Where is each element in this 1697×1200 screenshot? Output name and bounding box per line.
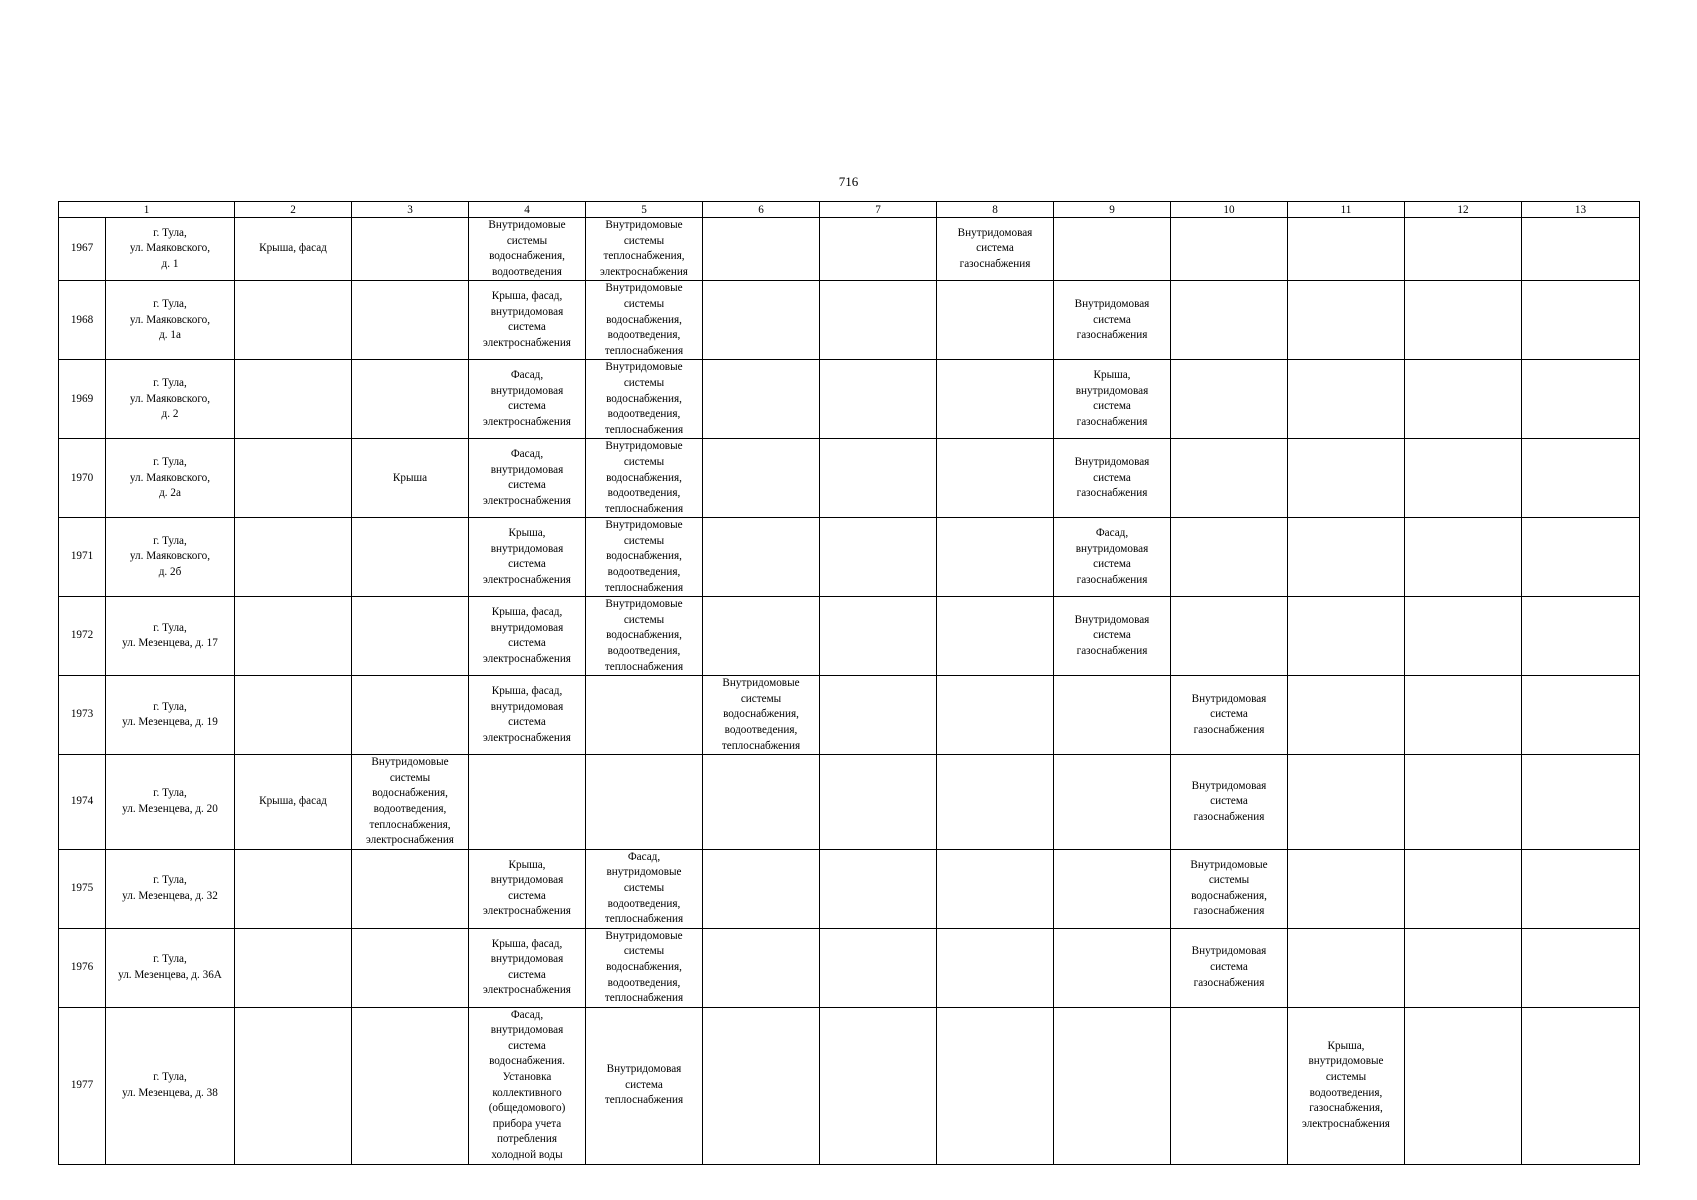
column-header-1: 1 — [59, 202, 235, 218]
column-header-13: 13 — [1522, 202, 1640, 218]
address-cell — [106, 597, 235, 676]
work-cell-col-4-text: Внутридомовые системы водоснабжения, водоотведения — [488, 219, 566, 278]
address-cell-text: г. Тула, ул. Мезенцева, д. 38 — [122, 1071, 218, 1099]
address-cell — [106, 218, 235, 281]
work-cell-col-11 — [1288, 218, 1405, 281]
work-cell-col-9-text: Крыша, внутридомовая система газоснабжения — [1075, 369, 1149, 428]
work-cell-col-5 — [586, 281, 703, 360]
work-cell-col-7 — [820, 518, 937, 597]
work-cell-col-9-text: Внутридомовая система газоснабжения — [1074, 297, 1150, 342]
work-cell-col-4 — [469, 360, 586, 439]
work-cell-col-12 — [1405, 849, 1522, 928]
work-cell-col-4-text: Крыша, фасад, внутридомовая система электроснабжения — [483, 606, 571, 665]
work-cell-col-5-text: Внутридомовые системы водоснабжения, водоотведения, теплоснабжения — [604, 361, 684, 436]
work-cell-col-11 — [1288, 439, 1405, 518]
work-cell-col-5-text: Внутридомовые системы теплоснабжения, электроснабжения — [600, 219, 688, 278]
work-cell-col-8 — [937, 597, 1054, 676]
work-cell-col-9 — [1054, 597, 1171, 676]
work-cell-col-5 — [586, 518, 703, 597]
table-row — [59, 439, 1640, 518]
column-header-8: 8 — [937, 202, 1054, 218]
work-cell-col-12 — [1405, 597, 1522, 676]
work-cell-col-5-text: Внутридомовые системы водоснабжения, водоотведения, теплоснабжения — [604, 929, 684, 1005]
table-row — [59, 676, 1640, 755]
table-row — [59, 518, 1640, 597]
work-cell-col-6 — [703, 218, 820, 281]
work-cell-col-11 — [1288, 360, 1405, 439]
work-cell-col-10-text: Внутридомовая система газоснабжения — [1191, 779, 1267, 823]
work-cell-col-13 — [1522, 518, 1640, 597]
work-cell-col-4-text: Крыша, внутридомовая система электроснабжения — [483, 527, 571, 586]
work-cell-col-9 — [1054, 518, 1171, 597]
work-cell-col-5-text: Внутридомовая система теплоснабжения — [604, 1063, 684, 1107]
work-cell-col-3-text: Внутридомовые системы водоснабжения, водоотведения, теплоснабжения, электроснабжения — [366, 756, 454, 847]
column-header-5: 5 — [586, 202, 703, 218]
row-number-cell — [59, 1007, 106, 1164]
work-cell-col-7 — [820, 755, 937, 850]
work-cell-col-2 — [235, 281, 352, 360]
work-cell-col-7 — [820, 849, 937, 928]
row-number-cell-text: 1976 — [70, 960, 94, 973]
work-cell-col-5-text: Фасад, внутридомовые системы водоотведения, теплоснабжения — [604, 850, 684, 926]
work-cell-col-6 — [703, 1007, 820, 1164]
work-cell-col-3 — [352, 360, 469, 439]
work-cell-col-4-text: Крыша, фасад, внутридомовая система электроснабжения — [483, 685, 571, 744]
address-cell-text: г. Тула, ул. Маяковского, д. 1а — [129, 297, 211, 342]
work-cell-col-10 — [1171, 218, 1288, 281]
table-row — [59, 360, 1640, 439]
work-cell-col-12 — [1405, 439, 1522, 518]
work-cell-col-5 — [586, 439, 703, 518]
work-cell-col-8 — [937, 849, 1054, 928]
row-number-cell-text: 1977 — [70, 1078, 94, 1091]
work-cell-col-2 — [235, 439, 352, 518]
work-cell-col-11 — [1288, 755, 1405, 850]
work-cell-col-4 — [469, 281, 586, 360]
row-number-cell-text: 1973 — [70, 708, 94, 721]
work-cell-col-2 — [235, 218, 352, 281]
work-cell-col-8 — [937, 518, 1054, 597]
row-number-cell-text: 1974 — [70, 795, 94, 808]
work-cell-col-8 — [937, 755, 1054, 850]
work-cell-col-9 — [1054, 439, 1171, 518]
work-cell-col-4 — [469, 218, 586, 281]
work-cell-col-4-text: Крыша, фасад, внутридомовая система электроснабжения — [483, 290, 571, 349]
address-cell-text: г. Тула, ул. Маяковского, д. 2а — [129, 455, 211, 500]
work-cell-col-12 — [1405, 518, 1522, 597]
work-cell-col-7 — [820, 928, 937, 1007]
address-cell — [106, 439, 235, 518]
work-cell-col-3 — [352, 281, 469, 360]
work-cell-col-11 — [1288, 849, 1405, 928]
work-cell-col-10 — [1171, 597, 1288, 676]
work-cell-col-10 — [1171, 849, 1288, 928]
work-cell-col-4 — [469, 755, 586, 850]
work-cell-col-6-text: Внутридомовые системы водоснабжения, водоотведения, теплоснабжения — [721, 677, 801, 752]
column-header-6: 6 — [703, 202, 820, 218]
row-number-cell — [59, 928, 106, 1007]
work-cell-col-6 — [703, 755, 820, 850]
work-cell-col-4 — [469, 439, 586, 518]
work-cell-col-11 — [1288, 928, 1405, 1007]
work-cell-col-10 — [1171, 360, 1288, 439]
work-cell-col-5-text: Внутридомовые системы водоснабжения, водоотведения, теплоснабжения — [604, 440, 684, 515]
work-cell-col-6 — [703, 360, 820, 439]
work-cell-col-3-text: Крыша — [392, 471, 428, 484]
column-header-4: 4 — [469, 202, 586, 218]
work-cell-col-4-text: Крыша, фасад, внутридомовая система электроснабжения — [483, 937, 571, 997]
work-cell-col-5 — [586, 849, 703, 928]
work-cell-col-4-text: Фасад, внутридомовая система электроснабжения — [483, 369, 571, 428]
work-cell-col-10 — [1171, 281, 1288, 360]
work-cell-col-12 — [1405, 218, 1522, 281]
work-cell-col-10 — [1171, 518, 1288, 597]
work-cell-col-13 — [1522, 755, 1640, 850]
work-cell-col-5 — [586, 360, 703, 439]
work-cell-col-5-text: Внутридомовые системы водоснабжения, водоотведения, теплоснабжения — [604, 598, 684, 673]
work-cell-col-7 — [820, 676, 937, 755]
column-header-3: 3 — [352, 202, 469, 218]
work-cell-col-8 — [937, 1007, 1054, 1164]
work-cell-col-6 — [703, 439, 820, 518]
row-number-cell — [59, 518, 106, 597]
work-cell-col-9 — [1054, 676, 1171, 755]
row-number-cell-text: 1975 — [70, 881, 94, 894]
work-cell-col-2 — [235, 597, 352, 676]
work-cell-col-4 — [469, 928, 586, 1007]
work-cell-col-4 — [469, 676, 586, 755]
work-cell-col-12 — [1405, 676, 1522, 755]
work-cell-col-13 — [1522, 1007, 1640, 1164]
work-cell-col-13 — [1522, 281, 1640, 360]
work-cell-col-9-text: Внутридомовая система газоснабжения — [1074, 613, 1150, 658]
work-cell-col-2 — [235, 518, 352, 597]
address-cell — [106, 1007, 235, 1164]
work-cell-col-2 — [235, 849, 352, 928]
work-cell-col-3 — [352, 218, 469, 281]
address-cell-text: г. Тула, ул. Мезенцева, д. 20 — [122, 787, 218, 815]
row-number-cell-text: 1970 — [70, 471, 94, 484]
repair-schedule-table — [58, 201, 1640, 1165]
address-cell-text: г. Тула, ул. Мезенцева, д. 32 — [122, 874, 218, 902]
work-cell-col-13 — [1522, 439, 1640, 518]
page-number: 716 — [838, 174, 859, 189]
address-cell-text: г. Тула, ул. Маяковского, д. 1 — [129, 226, 211, 270]
address-cell-text: г. Тула, ул. Маяковского, д. 2 — [129, 376, 211, 421]
work-cell-col-6 — [703, 281, 820, 360]
work-cell-col-12 — [1405, 755, 1522, 850]
work-cell-col-2 — [235, 676, 352, 755]
work-cell-col-6 — [703, 928, 820, 1007]
work-cell-col-9 — [1054, 360, 1171, 439]
work-cell-col-11 — [1288, 676, 1405, 755]
work-cell-col-12 — [1405, 1007, 1522, 1164]
work-cell-col-10 — [1171, 439, 1288, 518]
address-cell — [106, 518, 235, 597]
work-cell-col-4 — [469, 849, 586, 928]
work-cell-col-10-text: Внутридомовая система газоснабжения — [1191, 692, 1267, 736]
work-cell-col-3 — [352, 518, 469, 597]
work-cell-col-5 — [586, 928, 703, 1007]
column-header-10: 10 — [1171, 202, 1288, 218]
work-cell-col-3 — [352, 1007, 469, 1164]
work-cell-col-7 — [820, 218, 937, 281]
work-cell-col-5 — [586, 218, 703, 281]
address-cell — [106, 849, 235, 928]
work-cell-col-13 — [1522, 360, 1640, 439]
work-cell-col-10-text: Внутридомовая система газоснабжения — [1191, 945, 1267, 989]
table-body — [59, 202, 1640, 1165]
work-cell-col-9 — [1054, 928, 1171, 1007]
row-number-cell — [59, 218, 106, 281]
table-row — [59, 281, 1640, 360]
work-cell-col-2-text: Крыша, фасад — [259, 795, 327, 808]
work-cell-col-7 — [820, 360, 937, 439]
table-row — [59, 1007, 1640, 1164]
work-cell-col-3 — [352, 928, 469, 1007]
address-cell-text: г. Тула, ул. Мезенцева, д. 19 — [122, 700, 218, 729]
work-cell-col-10-text: Внутридомовые системы водоснабжения, газоснабжения — [1190, 858, 1268, 918]
column-header-12: 12 — [1405, 202, 1522, 218]
work-cell-col-2 — [235, 1007, 352, 1164]
work-cell-col-7 — [820, 281, 937, 360]
work-cell-col-11 — [1288, 518, 1405, 597]
address-cell — [106, 755, 235, 850]
work-cell-col-11-text: Крыша, внутридомовые системы водоотведения, газоснабжения, электроснабжения — [1302, 1039, 1390, 1130]
work-cell-col-2 — [235, 360, 352, 439]
work-cell-col-4-text: Крыша, внутридомовая система электроснабжения — [483, 858, 571, 918]
address-cell-text: г. Тула, ул. Маяковского, д. 2б — [129, 534, 211, 579]
address-cell — [106, 360, 235, 439]
row-number-cell — [59, 439, 106, 518]
table-row — [59, 755, 1640, 850]
work-cell-col-3 — [352, 755, 469, 850]
work-cell-col-2 — [235, 928, 352, 1007]
work-cell-col-10 — [1171, 755, 1288, 850]
work-cell-col-3 — [352, 849, 469, 928]
table-row — [59, 597, 1640, 676]
work-cell-col-9 — [1054, 218, 1171, 281]
work-cell-col-9-text: Фасад, внутридомовая система газоснабжения — [1075, 527, 1149, 586]
work-cell-col-6 — [703, 518, 820, 597]
work-cell-col-12 — [1405, 281, 1522, 360]
address-cell-text: г. Тула, ул. Мезенцева, д. 36А — [118, 953, 222, 981]
work-cell-col-12 — [1405, 360, 1522, 439]
row-number-cell — [59, 676, 106, 755]
row-number-cell-text: 1968 — [70, 313, 94, 326]
row-number-cell-text: 1967 — [70, 242, 94, 255]
address-cell — [106, 676, 235, 755]
column-header-9: 9 — [1054, 202, 1171, 218]
work-cell-col-3 — [352, 439, 469, 518]
table-row — [59, 218, 1640, 281]
column-header-2: 2 — [235, 202, 352, 218]
row-number-cell-text: 1972 — [70, 629, 94, 642]
work-cell-col-8-text: Внутридомовая система газоснабжения — [957, 226, 1033, 270]
work-cell-col-6 — [703, 849, 820, 928]
work-cell-col-5 — [586, 676, 703, 755]
column-header-11: 11 — [1288, 202, 1405, 218]
address-cell — [106, 928, 235, 1007]
work-cell-col-8 — [937, 676, 1054, 755]
work-cell-col-2-text: Крыша, фасад — [259, 242, 327, 255]
row-number-cell — [59, 360, 106, 439]
work-cell-col-2 — [235, 755, 352, 850]
work-cell-col-5 — [586, 1007, 703, 1164]
table-row — [59, 928, 1640, 1007]
address-cell-text: г. Тула, ул. Мезенцева, д. 17 — [122, 621, 218, 650]
work-cell-col-4-text: Фасад, внутридомовая система электроснабжения — [483, 448, 571, 507]
work-cell-col-8 — [937, 218, 1054, 281]
work-cell-col-7 — [820, 597, 937, 676]
row-number-cell — [59, 755, 106, 850]
row-number-cell-text: 1971 — [70, 550, 94, 563]
row-number-cell — [59, 597, 106, 676]
work-cell-col-5-text: Внутридомовые системы водоснабжения, водоотведения, теплоснабжения — [604, 519, 684, 594]
row-number-cell — [59, 849, 106, 928]
work-cell-col-3 — [352, 676, 469, 755]
work-cell-col-11 — [1288, 597, 1405, 676]
work-cell-col-7 — [820, 1007, 937, 1164]
work-cell-col-9 — [1054, 849, 1171, 928]
work-cell-col-10 — [1171, 676, 1288, 755]
row-number-cell-text: 1969 — [70, 392, 94, 405]
work-cell-col-10 — [1171, 928, 1288, 1007]
work-cell-col-8 — [937, 439, 1054, 518]
work-cell-col-9 — [1054, 755, 1171, 850]
work-cell-col-13 — [1522, 676, 1640, 755]
work-cell-col-5-text: Внутридомовые системы водоснабжения, водоотведения, теплоснабжения — [604, 282, 684, 357]
work-cell-col-11 — [1288, 1007, 1405, 1164]
work-cell-col-13 — [1522, 928, 1640, 1007]
table-row — [59, 849, 1640, 928]
work-cell-col-8 — [937, 928, 1054, 1007]
work-cell-col-6 — [703, 597, 820, 676]
column-header-7: 7 — [820, 202, 937, 218]
work-cell-col-3 — [352, 597, 469, 676]
work-cell-col-4-text: Фасад, внутридомовая система водоснабжения. Установка коллективного (общедомового) прибора учета потребления холодной воды — [488, 1008, 566, 1162]
work-cell-col-4 — [469, 597, 586, 676]
work-cell-col-8 — [937, 281, 1054, 360]
work-cell-col-13 — [1522, 218, 1640, 281]
address-cell — [106, 281, 235, 360]
work-cell-col-4 — [469, 1007, 586, 1164]
work-cell-col-5 — [586, 755, 703, 850]
work-cell-col-4 — [469, 518, 586, 597]
header-row — [59, 202, 1640, 218]
row-number-cell — [59, 281, 106, 360]
work-cell-col-10 — [1171, 1007, 1288, 1164]
work-cell-col-5 — [586, 597, 703, 676]
work-cell-col-13 — [1522, 597, 1640, 676]
work-cell-col-12 — [1405, 928, 1522, 1007]
work-cell-col-7 — [820, 439, 937, 518]
work-cell-col-9 — [1054, 1007, 1171, 1164]
work-cell-col-8 — [937, 360, 1054, 439]
work-cell-col-9-text: Внутридомовая система газоснабжения — [1074, 455, 1150, 500]
work-cell-col-13 — [1522, 849, 1640, 928]
work-cell-col-6 — [703, 676, 820, 755]
work-cell-col-9 — [1054, 281, 1171, 360]
work-cell-col-11 — [1288, 281, 1405, 360]
